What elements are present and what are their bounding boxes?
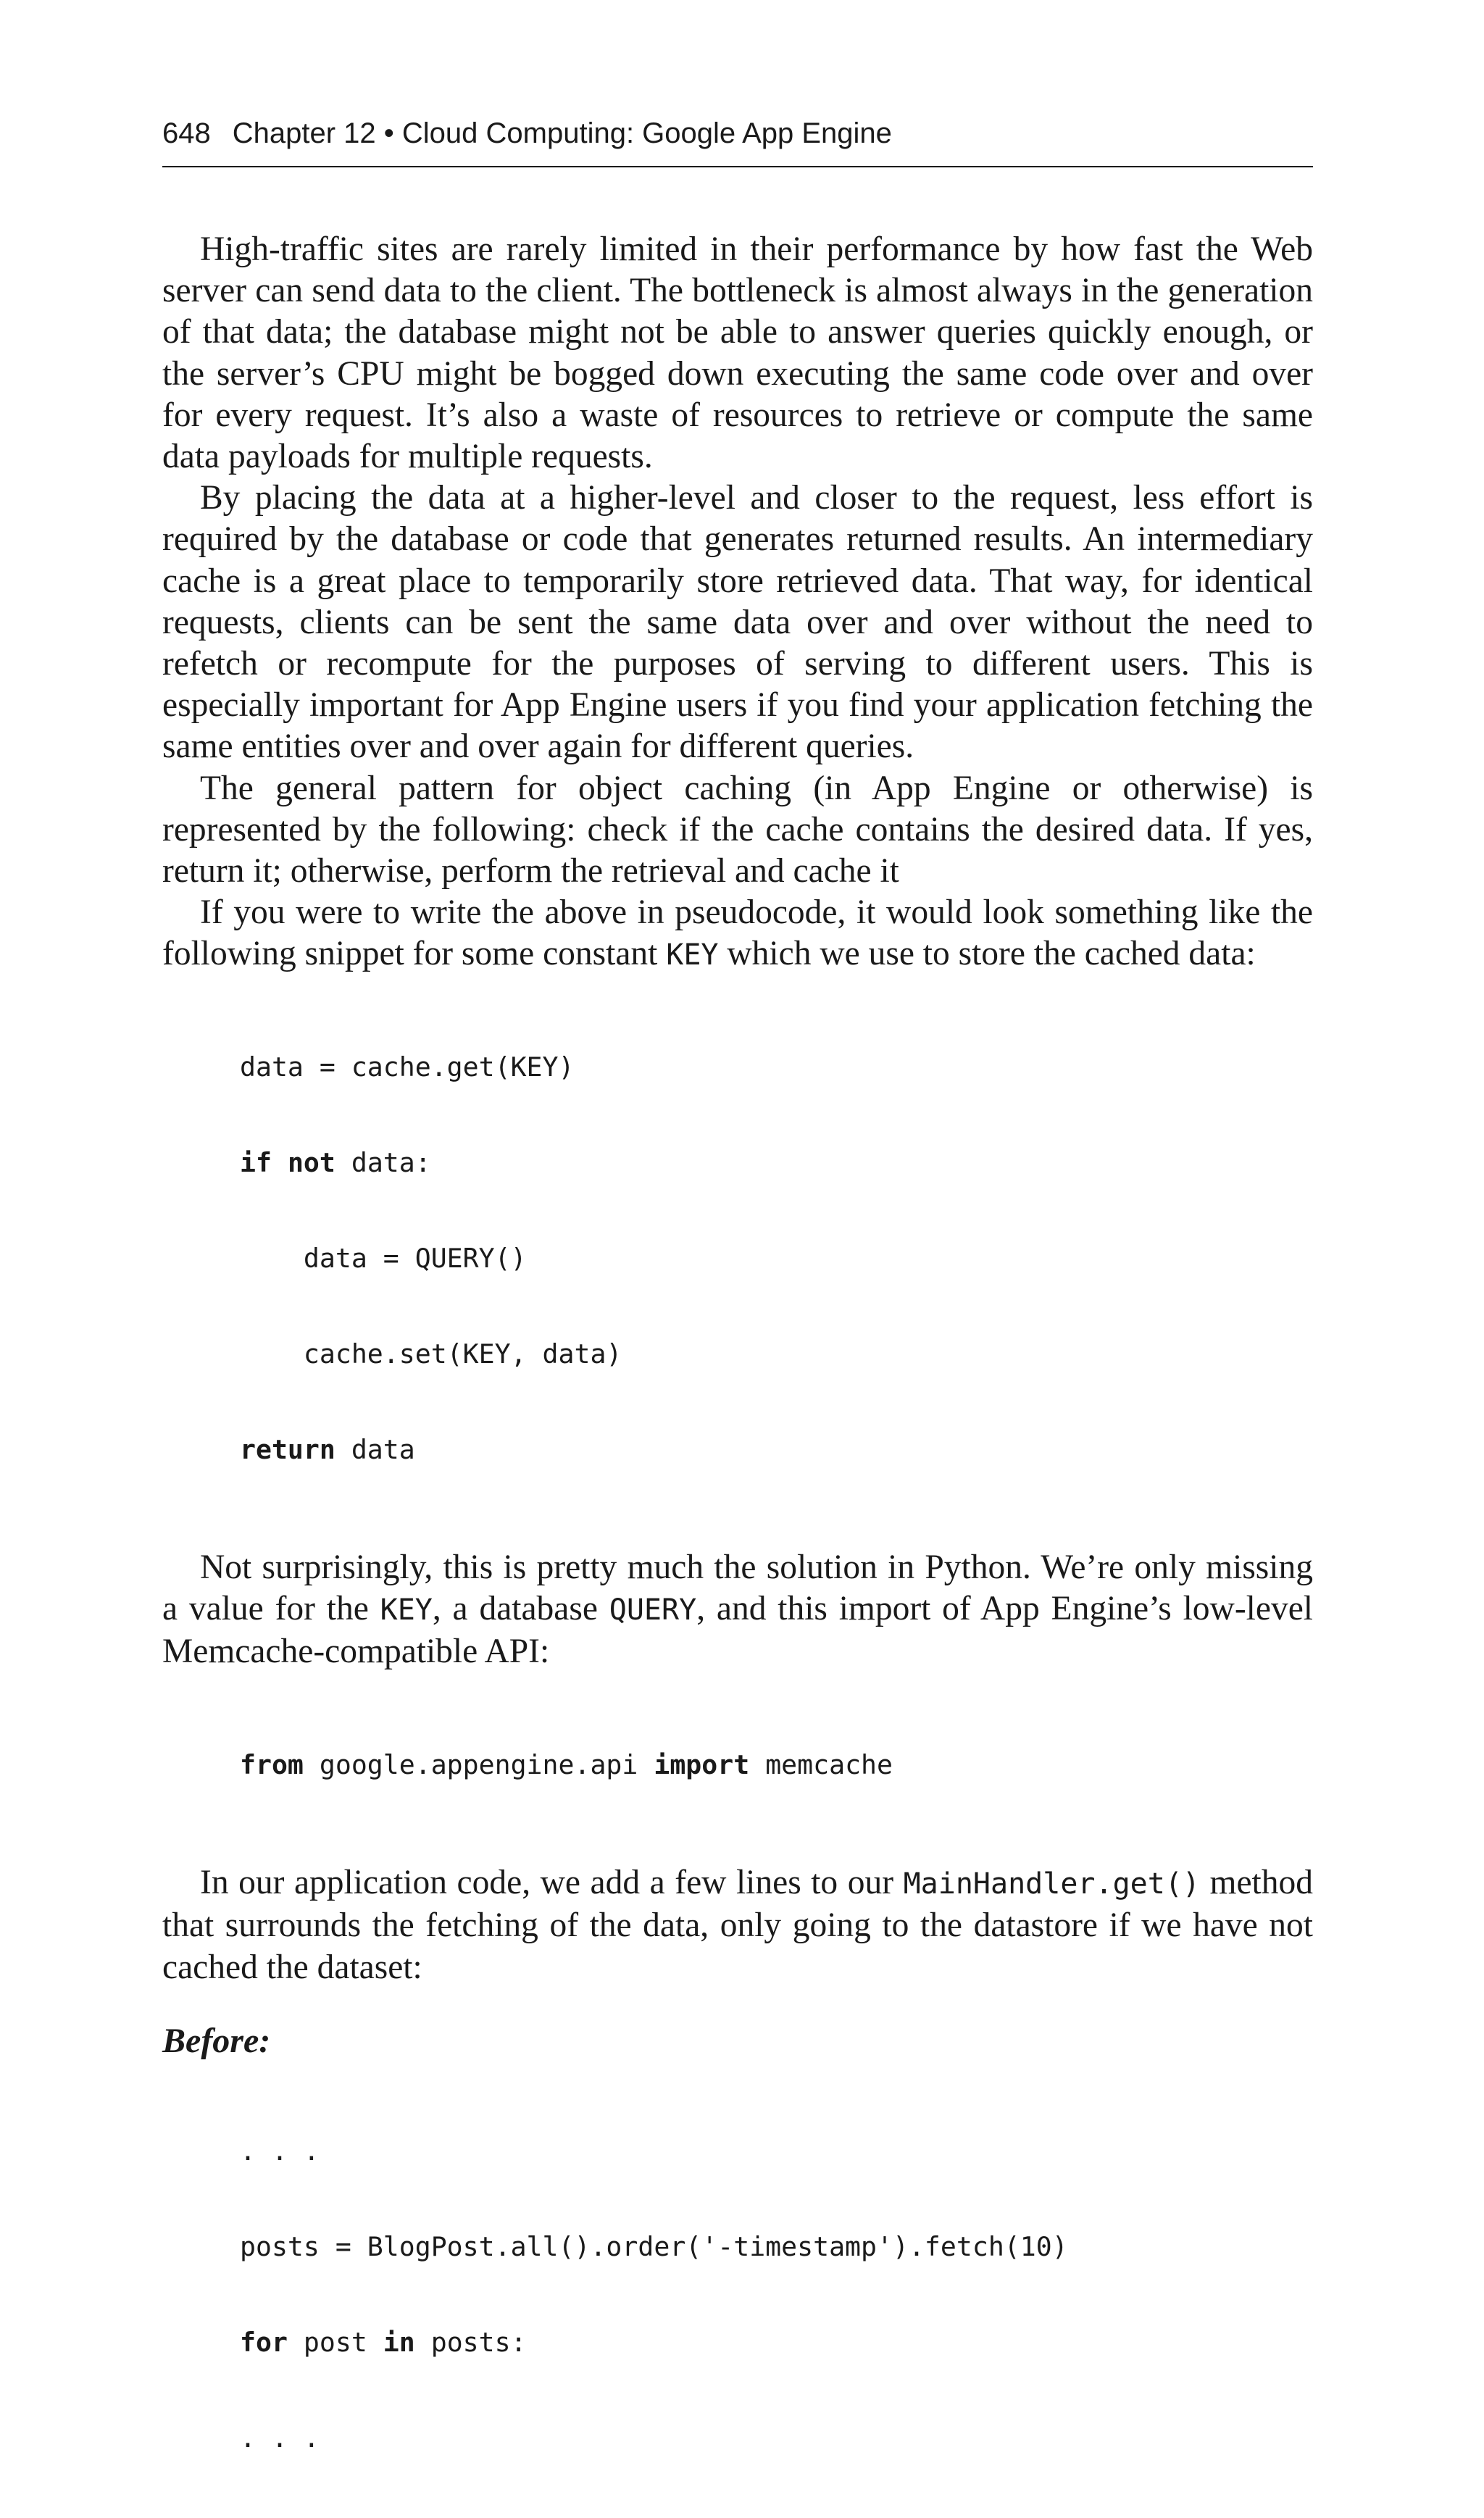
code-block-pseudocode [162, 988, 1313, 1530]
before-heading: Before: [162, 2021, 271, 2060]
paragraph-4-text-b: which we use to store the cached data: [718, 935, 1256, 973]
paragraph-4 [162, 892, 1313, 976]
inline-code-method: MainHandler.get() [903, 1867, 1200, 1901]
paragraph-5 [162, 1547, 1313, 1673]
inline-code-query: QUERY [609, 1593, 697, 1627]
code-keyword: if [240, 1146, 272, 1178]
paragraph-1: High-traffic sites are rarely limited in their performance by how fast the Web server can send data to the client. The bottleneck is almost always in the generation of that data; the database might not be able to answer queries quickly enough, or the server’s CPU might be bogged down executing the same code over and over for every request. It’s also a waste of resources to retrieve or compute the same data payloads for multiple requests. [162, 230, 1313, 476]
body-text [162, 229, 1313, 2518]
header-rule [162, 166, 1313, 167]
code-line: data = QUERY() [240, 1242, 527, 1274]
paragraph-6-text-a: In our application code, we add a few lines to our [200, 1864, 904, 1902]
code-text: data: [335, 1146, 431, 1178]
paragraph-2: By placing the data at a higher-level and closer to the request, less effort is required by the database or code that generates returned results. An intermediary cache is a great place to temporarily store retrieved data. That way, for identical requests, clients can be sent the same data over and over without the need to refetch or recompute for the purposes of serving to different users. This is especially important for App Engine users if you find your application fetching the same entities over and over again for different queries. [162, 479, 1313, 766]
paragraph-4-text-a: If you were to write the above in pseudocode, it would look something like the following snippet for some constant [162, 893, 1313, 973]
code-text: posts: [414, 2326, 527, 2358]
code-keyword: for [240, 2326, 288, 2358]
code-line [240, 1434, 1313, 1466]
code-text: google.appengine.api [303, 1749, 654, 1781]
code-line: . . . [240, 2422, 320, 2454]
code-text: data [335, 1433, 415, 1465]
code-line: . . . [240, 2135, 320, 2167]
code-text [272, 1147, 288, 1178]
code-line: cache.set(KEY, data) [240, 1338, 622, 1370]
running-head [162, 114, 1313, 152]
inline-code-key: KEY [380, 1593, 433, 1627]
code-block-import [162, 1685, 1313, 1845]
code-keyword: not [287, 1146, 335, 1178]
page-number: 648 [162, 117, 211, 149]
code-text: memcache [749, 1749, 893, 1781]
paragraph-5-text-c: , and this import of App Engine’s low-level Memcache-compatible API: [162, 1589, 1313, 1671]
paragraph-5-text-b: , a database [432, 1589, 609, 1627]
chapter-title: Chapter 12 • Cloud Computing: Google App Engine [232, 117, 892, 149]
code-block-before [162, 2072, 1313, 2518]
code-line [240, 1147, 1313, 1179]
paragraph-5-text-a: Not surprisingly, this is pretty much the solution in Python. We’re only missing a value for the [162, 1548, 1313, 1627]
paragraph-6 [162, 1862, 1313, 1988]
paragraph-6-text-b: method that surrounds the fetching of the data, only going to the datastore if we have not cached the dataset: [162, 1864, 1313, 1986]
code-line: data = cache.get(KEY) [240, 1051, 575, 1083]
inline-code-key: KEY [666, 938, 719, 972]
paragraph-3: The general pattern for object caching (in App Engine or otherwise) is represented by the following: check if the cache contains the desired data. If yes, return it; otherwise, perform the retrieval and cache it [162, 769, 1313, 891]
code-line [240, 2327, 1313, 2359]
code-keyword: in [383, 2326, 415, 2358]
code-keyword: return [240, 1433, 335, 1465]
code-keyword: from [240, 1749, 304, 1781]
code-line: posts = BlogPost.all().order('-timestamp').fetch(10) [240, 2230, 1068, 2262]
code-text: post [287, 2326, 383, 2358]
code-keyword: import [654, 1749, 750, 1781]
code-line [240, 1749, 1313, 1781]
